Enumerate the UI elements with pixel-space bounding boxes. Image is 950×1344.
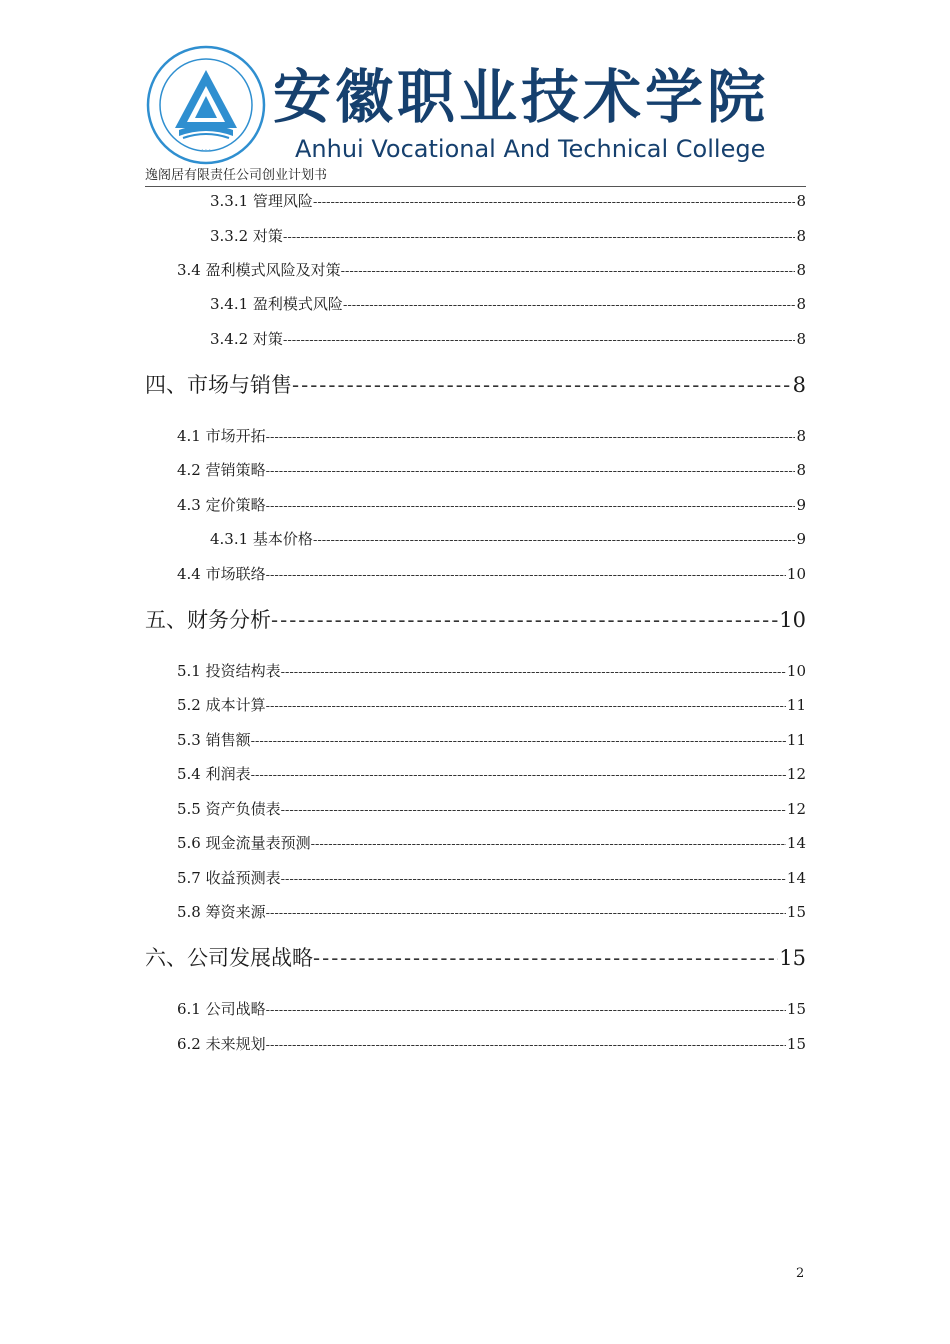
toc-entry[interactable] [177, 763, 806, 785]
toc-entry-page: 12 [786, 765, 806, 783]
toc-entry[interactable] [177, 998, 806, 1020]
toc-entry-page: 8 [796, 261, 806, 279]
toc-entry-label: 5.3 销售额 [177, 731, 251, 749]
toc-entry-page: 10 [779, 608, 806, 632]
toc-leader [281, 869, 786, 889]
toc-chapter[interactable] [145, 605, 806, 635]
toc-entry[interactable] [210, 328, 806, 350]
toc-entry-page: 8 [796, 461, 806, 479]
svg-text:· · ·: · · · [201, 147, 211, 154]
college-name-cn: 安徽职业技术学院 [273, 63, 770, 131]
toc-entry-label: 4.1 市场开拓 [177, 427, 266, 445]
toc-leader [313, 530, 796, 550]
toc-leader [266, 496, 796, 516]
toc-leader [251, 731, 786, 751]
toc-leader [266, 1035, 786, 1055]
toc-entry-label: 5.7 收益预测表 [177, 869, 281, 887]
toc-entry[interactable] [177, 694, 806, 716]
toc-entry-page: 14 [786, 834, 806, 852]
toc-entry-label: 五、财务分析 [145, 608, 271, 632]
toc-entry-label: 六、公司发展战略 [145, 946, 313, 970]
toc-entry[interactable] [177, 660, 806, 682]
toc-leader [266, 565, 786, 585]
toc-leader [343, 295, 796, 315]
toc-entry-page: 15 [779, 946, 806, 970]
toc-entry-label: 4.4 市场联络 [177, 565, 266, 583]
toc-entry-page: 11 [786, 731, 806, 749]
toc-entry[interactable] [177, 425, 806, 447]
toc-entry-page: 10 [786, 565, 806, 583]
toc-leader [266, 1000, 786, 1020]
page-header [145, 44, 810, 169]
toc-leader [311, 834, 786, 854]
toc-leader [281, 800, 786, 820]
toc-entry[interactable] [177, 901, 806, 923]
toc-entry-label: 5.2 成本计算 [177, 696, 266, 714]
toc-entry-page: 9 [796, 530, 806, 548]
toc-entry[interactable] [177, 494, 806, 516]
toc-entry-page: 8 [796, 227, 806, 245]
toc-entry[interactable] [177, 459, 806, 481]
toc-entry-page: 9 [796, 496, 806, 514]
toc-entry[interactable] [210, 225, 806, 247]
toc-entry-label: 6.2 未来规划 [177, 1035, 266, 1053]
toc-entry-label: 4.3 定价策略 [177, 496, 266, 514]
toc-leader [283, 227, 796, 247]
toc-entry[interactable] [210, 190, 806, 212]
toc-entry-page: 15 [786, 903, 806, 921]
toc-entry-page: 15 [786, 1000, 806, 1018]
toc-entry-page: 8 [796, 330, 806, 348]
toc-entry-label: 5.8 筹资来源 [177, 903, 266, 921]
toc-chapter[interactable] [145, 370, 806, 400]
toc-leader [271, 605, 778, 635]
toc-entry-label: 5.5 资产负债表 [177, 800, 281, 818]
toc-entry[interactable] [210, 528, 806, 550]
document-subtitle: 逸阁居有限责任公司创业计划书 [145, 168, 328, 183]
toc-entry[interactable] [177, 259, 806, 281]
toc-leader [313, 192, 796, 212]
toc-entry-label: 3.4 盈利模式风险及对策 [177, 261, 341, 279]
toc-entry-page: 15 [786, 1035, 806, 1053]
toc-entry-label: 3.4.1 盈利模式风险 [210, 295, 343, 313]
toc-leader [281, 662, 786, 682]
toc-entry-label: 5.6 现金流量表预测 [177, 834, 311, 852]
toc-entry-label: 3.3.1 管理风险 [210, 192, 313, 210]
toc-entry-page: 8 [796, 427, 806, 445]
toc-leader [313, 943, 778, 973]
header-divider [145, 186, 806, 187]
toc-entry[interactable] [210, 293, 806, 315]
toc-leader [266, 427, 796, 447]
toc-chapter[interactable] [145, 943, 806, 973]
toc-leader [283, 330, 796, 350]
toc-leader [266, 696, 786, 716]
college-logo-icon [145, 44, 267, 166]
toc-entry-page: 8 [796, 295, 806, 313]
toc-entry-label: 5.1 投资结构表 [177, 662, 281, 680]
toc-entry[interactable] [177, 798, 806, 820]
toc-entry-page: 14 [786, 869, 806, 887]
toc-leader [251, 765, 786, 785]
toc-entry-page: 11 [786, 696, 806, 714]
toc-entry-label: 四、市场与销售 [145, 373, 292, 397]
toc-entry[interactable] [177, 729, 806, 751]
toc-entry-label: 4.2 营销策略 [177, 461, 266, 479]
toc-entry-label: 4.3.1 基本价格 [210, 530, 313, 548]
toc-leader [292, 370, 792, 400]
toc-entry[interactable] [177, 832, 806, 854]
toc-entry-page: 12 [786, 800, 806, 818]
toc-entry-page: 8 [796, 192, 806, 210]
toc-leader [266, 461, 796, 481]
toc-leader [266, 903, 786, 923]
toc-entry-page: 8 [792, 373, 806, 397]
page-number: 2 [796, 1266, 805, 1281]
toc-leader [341, 261, 796, 281]
college-name-en: Anhui Vocational And Technical College [295, 135, 766, 163]
toc-entry-label: 3.4.2 对策 [210, 330, 283, 348]
toc-entry[interactable] [177, 1033, 806, 1055]
toc-entry-label: 6.1 公司战略 [177, 1000, 266, 1018]
toc-entry-label: 5.4 利润表 [177, 765, 251, 783]
toc-entry[interactable] [177, 563, 806, 585]
toc-entry-label: 3.3.2 对策 [210, 227, 283, 245]
toc-entry-page: 10 [786, 662, 806, 680]
toc-entry[interactable] [177, 867, 806, 889]
